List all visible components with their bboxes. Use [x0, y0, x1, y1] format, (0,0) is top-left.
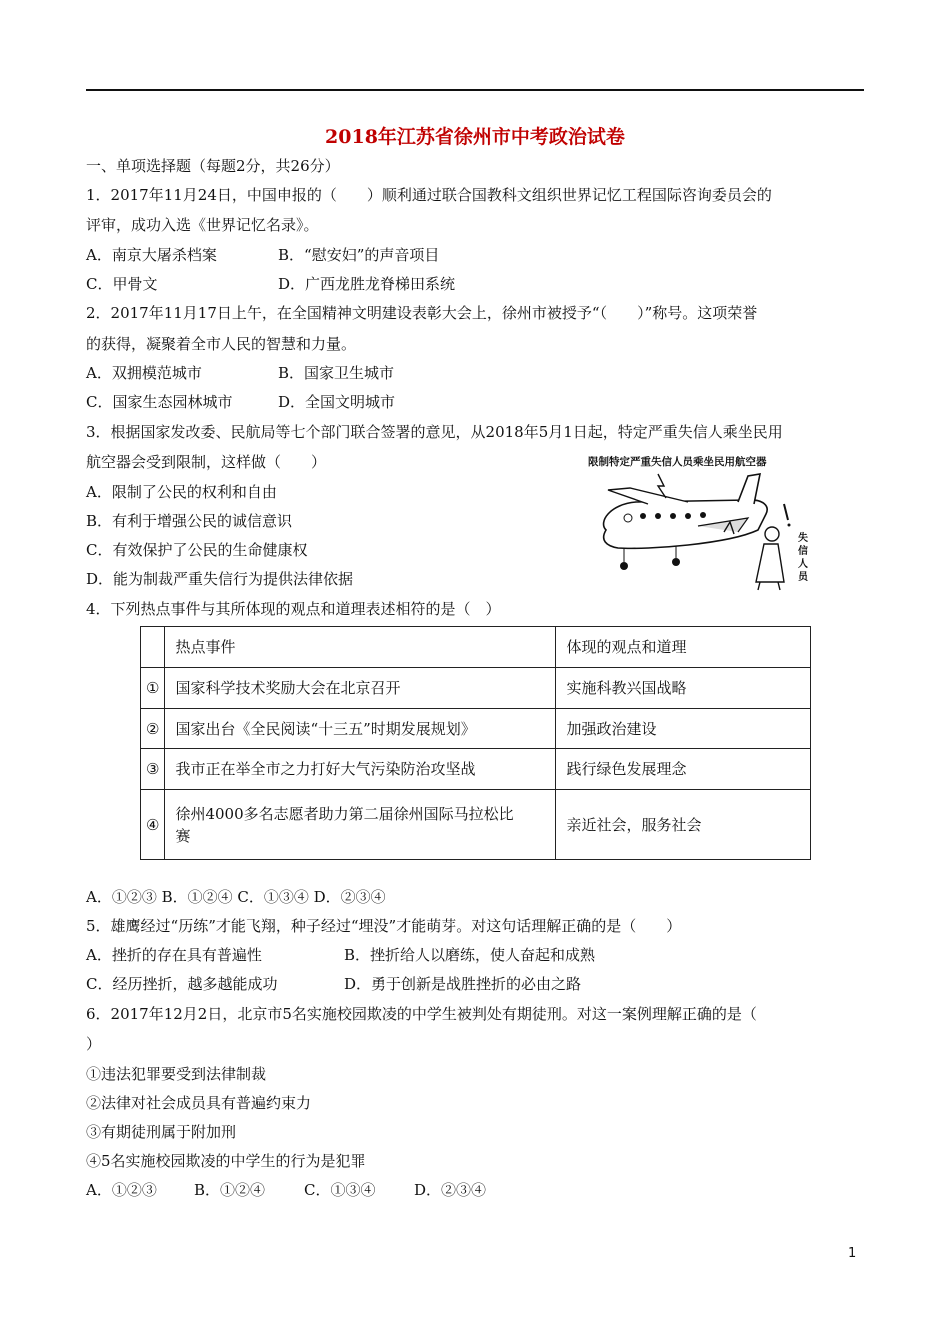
- header-rule: [86, 89, 864, 91]
- page-title: 2018年江苏省徐州市中考政治试卷: [325, 126, 625, 148]
- q3-cartoon: [588, 452, 818, 592]
- q3-option-c: C．有效保护了公民的生命健康权: [86, 541, 308, 559]
- table-row-num: ③: [141, 749, 165, 790]
- q5-option-a: A．挫折的存在具有普遍性: [86, 946, 262, 964]
- table-row: [141, 749, 811, 790]
- table-row-num: ④: [141, 790, 165, 860]
- q3-option-d: D．能为制裁严重失信行为提供法律依据: [86, 570, 354, 588]
- table-row-view: 亲近社会，服务社会: [556, 790, 811, 860]
- q3-option-a: A．限制了公民的权利和自由: [86, 483, 277, 501]
- table-row-num: ①: [141, 668, 165, 709]
- q6-option-b: B．①②④: [194, 1181, 266, 1199]
- hot-events-table: [140, 626, 811, 860]
- table-row-num: ②: [141, 709, 165, 749]
- q2-stem-line2: 的获得，凝聚着全市人民的智慧和力量。: [86, 335, 357, 353]
- q6-option-d: D．②③④: [414, 1181, 487, 1199]
- q2-stem-line1: 2．2017年11月17日上午，在全国精神文明建设表彰大会上，徐州市被授予“（ ）”称号。这项荣誉: [86, 304, 758, 322]
- q6-statement-1: ①违法犯罪要受到法律制裁: [86, 1065, 267, 1083]
- q2-option-b: B．国家卫生城市: [278, 364, 395, 382]
- table-row: [141, 790, 811, 860]
- airplane-cartoon-icon: [588, 452, 818, 592]
- table-cell: [141, 627, 165, 668]
- table-row-view: 实施科教兴国战略: [556, 668, 811, 709]
- table-header-row: [141, 627, 811, 668]
- q5-option-c: C．经历挫折，越多越能成功: [86, 975, 278, 993]
- q1-option-a: A．南京大屠杀档案: [86, 246, 217, 264]
- table-row-event-line2: 赛: [175, 826, 191, 845]
- q3-option-b: B．有利于增强公民的诚信意识: [86, 512, 293, 530]
- q5-option-d: D．勇于创新是战胜挫折的必由之路: [344, 975, 582, 993]
- q1-stem-line1: 1．2017年11月24日，中国申报的（ ）顺利通过联合国教科文组织世界记忆工程国际咨询委员会的: [86, 186, 772, 204]
- q1-option-b: B．“慰安妇”的声音项目: [278, 246, 440, 264]
- q6-statement-2: ②法律对社会成员具有普遍约束力: [86, 1094, 312, 1112]
- q4-stem: 4．下列热点事件与其所体现的观点和道理表述相符的是（ ）: [86, 600, 501, 618]
- table-row-view: 践行绿色发展理念: [556, 749, 811, 790]
- q2-option-c: C．国家生态园林城市: [86, 393, 233, 411]
- q3-stem-line1: 3．根据国家发改委、民航局等七个部门联合签署的意见，从2018年5月1日起，特定严重失信人乘坐民用: [86, 423, 783, 441]
- q3-stem-line2: 航空器会受到限制，这样做（ ）: [86, 453, 327, 471]
- q1-option-c: C．甲骨文: [86, 275, 158, 293]
- table-row-event: [165, 790, 556, 860]
- q1-option-d: D．广西龙胜龙脊梯田系统: [278, 275, 456, 293]
- table-row-event: 我市正在举全市之力打好大气污染防治攻坚战: [165, 749, 556, 790]
- table-row: [141, 709, 811, 749]
- q5-option-b: B．挫折给人以磨练，使人奋起和成熟: [344, 946, 596, 964]
- q1-stem-line2: 评审，成功入选《世界记忆名录》。: [86, 216, 319, 234]
- cartoon-caption: 限制特定严重失信人员乘坐民用航空器: [588, 456, 767, 468]
- table-row-event-line1: 徐州4000多名志愿者助力第二届徐州国际马拉松比: [175, 804, 514, 823]
- table-row-view: 加强政治建设: [556, 709, 811, 749]
- q6-stem-line2: ）: [86, 1035, 102, 1053]
- q6-stem-line1: 6．2017年12月2日，北京市5名实施校园欺凌的中学生被判处有期徒刑。对这一案例理解正确的是（: [86, 1005, 757, 1023]
- table-row-event: 国家科学技术奖励大会在北京召开: [165, 668, 556, 709]
- cartoon-person-label: 失 信 人 员: [798, 533, 808, 583]
- q2-option-d: D．全国文明城市: [278, 393, 396, 411]
- table-row-event: 国家出台《全民阅读“十三五”时期发展规划》: [165, 709, 556, 749]
- q6-statement-3: ③有期徒刑属于附加刑: [86, 1123, 237, 1141]
- q2-option-a: A．双拥模范城市: [86, 364, 202, 382]
- table-header-view: 体现的观点和道理: [556, 627, 811, 668]
- table-header-event: 热点事件: [165, 627, 556, 668]
- q6-statement-4: ④5名实施校园欺凌的中学生的行为是犯罪: [86, 1152, 366, 1170]
- q4-options: A．①②③ B．①②④ C．①③④ D．②③④: [86, 888, 386, 906]
- table-row: [141, 668, 811, 709]
- page-number: 1: [848, 1246, 857, 1261]
- q6-option-a: A．①②③: [86, 1181, 157, 1199]
- q5-stem: 5．雄鹰经过“历练”才能飞翔，种子经过“埋没”才能萌芽。对这句话理解正确的是（ ）: [86, 917, 682, 935]
- section-heading: 一、单项选择题（每题2分，共26分）: [86, 157, 340, 175]
- q6-option-c: C．①③④: [304, 1181, 376, 1199]
